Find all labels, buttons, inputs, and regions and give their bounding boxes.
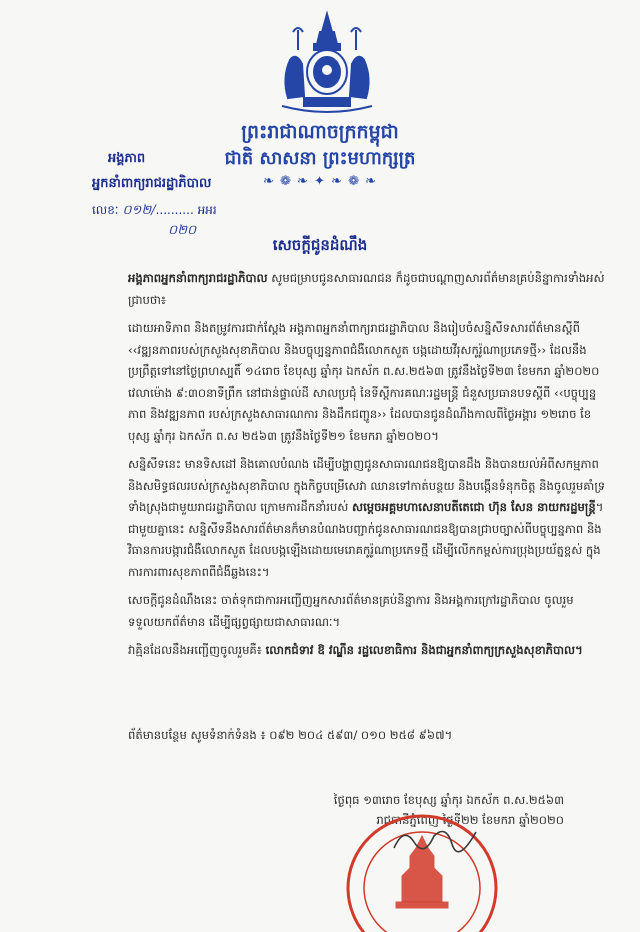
paragraph-3-part-a: សន្និសីទនេះ មានទិសដៅ និងគោលបំណង ដើម្បីបង្ហាញជូនសាធារណជនឱ្យបានដឹង និងបានយល់អំពីសកម្មភាព និងសមិទ្ធផលរបស់ក្រសួងសុខាភិបាល ក្នុងកិច្ចបម្រើសេវា ឈានទៅកាត់បន្ថយ និងបង្កើនទំនុកចិត្ត និងចូលរួមគាំទ្រទាំងស្រុងជាមួយរាជរដ្ឋាភិបាល ក្រោមការដឹកនាំរបស់ <box>128 457 606 514</box>
reference-prefix: លេខៈ <box>92 203 119 217</box>
lunar-date: ថ្ងៃពុធ ១៣រោច ខែបុស្ស ឆ្នាំកុរ ឯកស័ក ព.ស.២៥៦៣ <box>333 793 564 807</box>
issuer-line-unit: អង្គភាព <box>108 151 146 166</box>
prime-minister-name: សម្ដេចអគ្គមហាសេនាបតីតេជោ ហ៊ុន សែន នាយករដ្ឋមន្ត្រី <box>352 500 596 514</box>
kingdom-title: ព្រះរាជាណាចក្រកម្ពុជា <box>241 121 399 143</box>
paragraph-5 <box>98 640 606 662</box>
royal-coat-of-arms-icon <box>268 10 386 118</box>
reference-number <box>92 202 217 221</box>
paragraph-4: សេចក្ដីជូនដំណឹងនេះ ចាត់ទុកជាការអញ្ជើញអ្នកសារព័ត៌មានគ្រប់និន្នាការ និងអង្គការក្រៅរដ្ឋាភិបាល ចូលរួមទទួលយកព័ត៌មាន ដើម្បីផ្សព្វផ្សាយជាសាធារណៈ។ <box>128 593 574 629</box>
reference-suffix: អអរ <box>197 203 217 217</box>
ornament-divider: ❧ ❁ ❧ ✦ ❧ ❁ ❧ <box>262 174 378 189</box>
paragraph-3 <box>98 454 606 583</box>
paragraph-1-rest: សូមជម្រាបជូនសាធារណជន ក៏ដូចជាបណ្ដាញសារព័ត៌មានគ្រប់និន្នាការទាំងអស់ជ្រាបថា៖ <box>128 271 605 307</box>
national-motto: ជាតិ សាសនា ព្រះមហាក្សត្រ <box>224 148 416 169</box>
contact-info: ព័ត៌មានបន្ថែម សូមទំនាក់ទំនង ៖ ០៩២ ២០៤ ៥៩៣/ ០១០ ២៥៨ ៩៦៧។ <box>128 728 453 742</box>
paragraph-1 <box>98 268 606 311</box>
paragraph-2: ដោយអាទិភាព និងតម្រូវការជាក់ស្ដែង អង្គភាពអ្នកនាំពាក្យរាជរដ្ឋាភិបាល និងរៀបចំសន្និសីទសារព័ត៌មានស្ដីពី ‹‹វឌ្ឍនភាពរបស់ក្រសួងសុខាភិបាល និងបច្ចុប្បន្នភាពជំងឺលោកសួត បង្កដោយវីរុសកូរ៉ូណាប្រភេទថ្មី›› ដែលនឹងប្រព្រឹត្តទៅនៅថ្ងៃព្រហស្បតិ៍ ១៤រោច ខែបុស្ស ឆ្នាំកុរ ឯកស័ក ព.ស.២៥៦៣ ត្រូវនឹងថ្ងៃទី២៣ ខែមករា ឆ្នាំ២០២០ វេលាម៉ោង ៩:៣០នាទីព្រឹក នៅជាន់ផ្ទាល់ដី សាលប្រជុំ នៃទីស្ដីការគណៈរដ្ឋមន្ត្រី ជំនួសប្រធានបទស្ដីពី ‹‹បច្ចុប្បន្នភាព និងវឌ្ឍនភាព របស់ក្រសួងសាធារណការ និងដឹកជញ្ជូន›› ដែលបានជូនដំណឹងកាលពីថ្ងៃអង្គារ ១២រោច ខែបុស្ស ឆ្នាំកុរ ឯកស័ក ព.ស ២៥៦៣ ត្រូវនឹងថ្ងៃទី២១ ខែមករា ឆ្នាំ២០២០។ <box>128 321 600 443</box>
reference-year-handwritten: ០២០ <box>168 223 197 238</box>
solar-date: រាជធានីភ្នំពេញ ថ្ងៃទី២២ ខែមករា ឆ្នាំ២០២០ <box>376 813 564 827</box>
speaker-name: លោកជំទាវ ឱ វណ្ឌីន រដ្ឋលេខាធិការ និងជាអ្នកនាំពាក្យក្រសួងសុខាភិបាល។ <box>265 643 583 657</box>
issuer-line-spokesperson: អ្នកនាំពាក្យរាជរដ្ឋាភិបាល <box>92 176 212 191</box>
document-title: សេចក្ដីជូនដំណឹង <box>272 236 368 254</box>
paragraph-5-lead: វាគ្មិនដែលនឹងអញ្ជើញចូលរួមគឺ៖ <box>128 643 262 657</box>
issuing-unit <box>92 150 217 238</box>
document-body <box>98 268 606 669</box>
reference-dots: .......... <box>155 203 194 217</box>
paragraph-1-lead: អង្គភាពអ្នកនាំពាក្យរាជរដ្ឋាភិបាល <box>128 271 268 285</box>
paragraph-3-part-b: ។ ជាមួយគ្នានេះ សន្និសីទនឹងសារព័ត៌មានក៏មានបំណងបញ្ជាក់ជូនសាធារណជនឱ្យបានជ្រាបច្បាស់ពីបច្ចុប្បន្នភាព និងវិធានការបង្ការជំងឺលោកសួត ដែលបង្កឡើងដោយមេរោគកូរ៉ូណាប្រភេទថ្មី ដើម្បីលើកកម្ពស់ការប្រុងប្រយ័ត្នខ្ពស់ ក្នុងការការពារសុខភាពពីជំងឺឆ្លងនេះ។ <box>128 500 604 579</box>
handwritten-signature <box>390 820 480 856</box>
reference-number-handwritten: ០១២/ <box>122 203 156 218</box>
